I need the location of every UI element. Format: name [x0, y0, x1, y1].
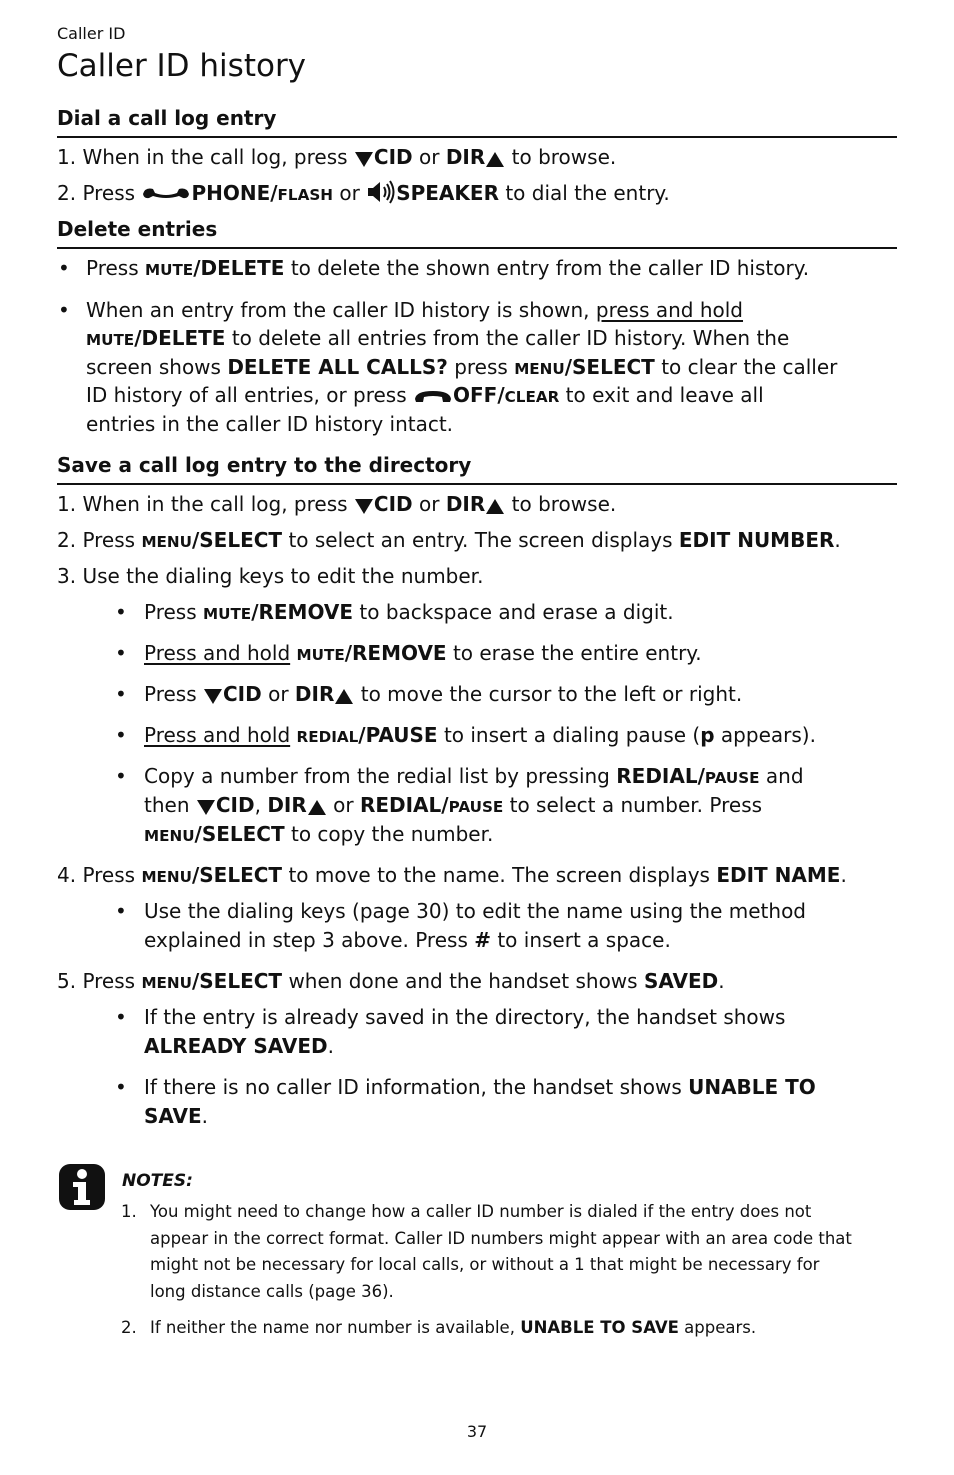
breadcrumb: Caller ID	[57, 24, 126, 43]
note-1-line-1: You might need to change how a caller ID number is dialed if the entry does not	[150, 1202, 812, 1221]
down-triangle-icon	[354, 498, 374, 515]
handset-icon	[141, 184, 191, 204]
delete-bullet-2-line-2: MUTE/DELETE to delete all entries from the caller ID history. When the	[86, 326, 790, 350]
save-step-3-bullet-4: Press and hold REDIAL/PAUSE to insert a dialing pause (p appears).	[144, 723, 816, 747]
delete-bullet-1: Press MUTE/DELETE to delete the shown entry from the caller ID history.	[86, 256, 810, 280]
save-step-4-bullet-1-line-2: explained in step 3 above. Press # to insert a space.	[144, 928, 671, 952]
save-step-3-bullet-5: Copy a number from the redial list by pressing REDIAL/PAUSE and	[144, 764, 804, 788]
save-step-3-bullet-5-line-3: MENU/SELECT to copy the number.	[144, 822, 494, 846]
bullet: •	[58, 256, 70, 280]
note-1-line-4: long distance calls (page 36).	[150, 1282, 394, 1301]
save-step-3-bullet-2: Press and hold MUTE/REMOVE to erase the entire entry.	[144, 641, 702, 665]
delete-bullet-2-line-5: entries in the caller ID history intact.	[86, 412, 454, 436]
note-2: If neither the name nor number is available, UNABLE TO SAVE appears.	[150, 1318, 757, 1337]
info-icon	[58, 1163, 106, 1211]
up-triangle-icon	[334, 688, 354, 705]
save-step-4-bullet-1: Use the dialing keys (page 30) to edit the name using the method	[144, 899, 807, 923]
up-triangle-icon	[485, 151, 505, 168]
down-triangle-icon	[203, 688, 223, 705]
bullet: •	[58, 298, 70, 322]
save-step-2: 2. Press MENU/SELECT to select an entry. The screen displays EDIT NUMBER.	[57, 528, 841, 552]
dial-step-1: 1. When in the call log, press CID or DIR to browse.	[57, 145, 617, 169]
section-heading-save: Save a call log entry to the directory	[57, 453, 472, 477]
section-heading-dial: Dial a call log entry	[57, 106, 277, 130]
delete-bullet-2-line-3: screen shows DELETE ALL CALLS? press MENU/SELECT to clear the caller	[86, 355, 838, 379]
save-step-3-bullet-5-line-2: then CID, DIR or REDIAL/PAUSE to select a number. Press	[144, 793, 763, 817]
save-step-3: 3. Use the dialing keys to edit the number.	[57, 564, 484, 588]
note-2-number: 2.	[121, 1318, 137, 1337]
save-step-5: 5. Press MENU/SELECT when done and the handset shows SAVED.	[57, 969, 725, 993]
bullet: •	[115, 1075, 127, 1099]
down-triangle-icon	[196, 799, 216, 816]
section-rule	[57, 136, 897, 138]
save-step-5-bullet-1: If the entry is already saved in the directory, the handset shows	[144, 1005, 786, 1029]
bullet: •	[115, 764, 127, 788]
bullet: •	[115, 899, 127, 923]
note-1-number: 1.	[121, 1202, 137, 1221]
section-heading-delete: Delete entries	[57, 217, 218, 241]
save-step-5-bullet-2-line-2: SAVE.	[144, 1104, 209, 1128]
dial-step-2: 2. Press PHONE/FLASH or SPEAKER to dial the entry.	[57, 181, 670, 205]
section-rule	[57, 247, 897, 249]
save-step-5-bullet-2: If there is no caller ID information, the handset shows UNABLE TO	[144, 1075, 816, 1099]
save-step-1: 1. When in the call log, press CID or DIR to browse.	[57, 492, 617, 516]
save-step-3-bullet-3: Press CID or DIR to move the cursor to the left or right.	[144, 682, 743, 706]
note-1-line-2: appear in the correct format. Caller ID numbers might appear with an area code that	[150, 1229, 852, 1248]
notes-heading: NOTES:	[122, 1171, 193, 1191]
bullet: •	[115, 600, 127, 624]
up-triangle-icon	[485, 498, 505, 515]
bullet: •	[115, 641, 127, 665]
page-number: 37	[466, 1422, 488, 1441]
note-1-line-3: might not be necessary for local calls, or without a 1 that might be necessary for	[150, 1255, 820, 1274]
down-triangle-icon	[354, 151, 374, 168]
delete-bullet-2: When an entry from the caller ID history is shown, press and hold	[86, 298, 744, 322]
delete-bullet-2-line-4: ID history of all entries, or press OFF/CLEAR to exit and leave all	[86, 383, 764, 407]
page-title: Caller ID history	[57, 48, 307, 84]
bullet: •	[115, 682, 127, 706]
save-step-5-bullet-1-line-2: ALREADY SAVED.	[144, 1034, 334, 1058]
up-triangle-icon	[307, 799, 327, 816]
speaker-icon	[366, 180, 396, 204]
save-step-3-bullet-1: Press MUTE/REMOVE to backspace and erase a digit.	[144, 600, 674, 624]
bullet: •	[115, 1005, 127, 1029]
bullet: •	[115, 723, 127, 747]
section-rule	[57, 483, 897, 485]
save-step-4: 4. Press MENU/SELECT to move to the name. The screen displays EDIT NAME.	[57, 863, 847, 887]
hangup-handset-icon	[413, 388, 453, 406]
